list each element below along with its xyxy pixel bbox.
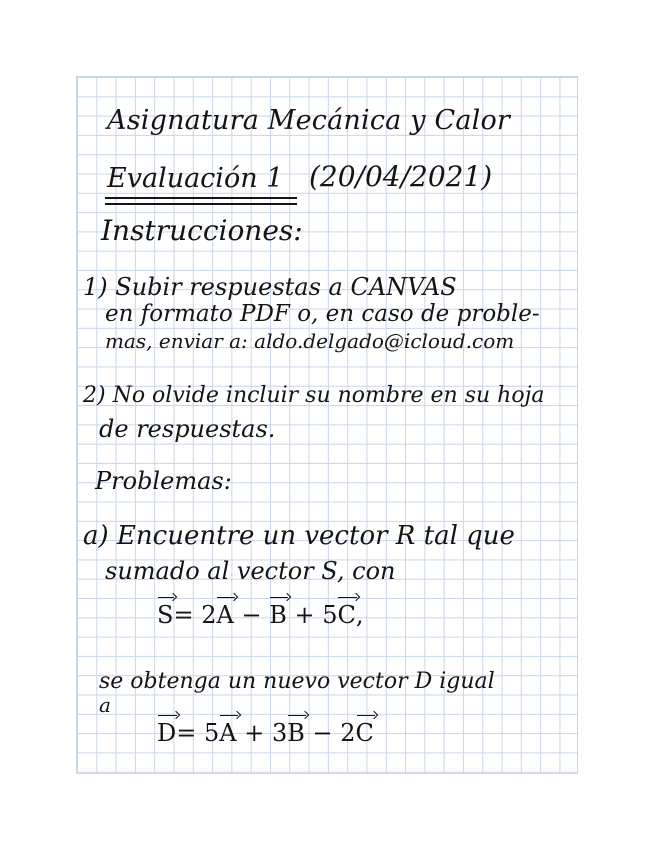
eq-d-term-2: + 3 [236, 719, 288, 747]
evaluation-underline-2 [105, 203, 297, 205]
eq-s-term-2: − [233, 601, 270, 629]
evaluation-underline [105, 197, 297, 199]
problem-a-line-3: se obtenga un nuevo vector D igual [99, 669, 495, 694]
vector-b: B [269, 601, 287, 629]
eq-s-term-6: , [355, 601, 364, 629]
course-title: Asignatura Mecánica y Calor [107, 105, 511, 136]
evaluation-label: Evaluación 1 [107, 163, 284, 194]
vector-d: D [157, 719, 177, 747]
eq-s-term-0: = 2 [173, 601, 217, 629]
eq-d-term-0: = 5 [176, 719, 220, 747]
evaluation-date: (20/04/2021) [309, 160, 493, 193]
vector-s: S [157, 601, 174, 629]
instruction-2-line-1: 2) No olvide incluir su nombre en su hoja [83, 383, 545, 408]
equation-s [157, 603, 363, 627]
grid-paper [76, 76, 578, 774]
instruction-2-line-2: de respuestas. [99, 415, 276, 443]
instruction-1-line-2: en formato PDF o, en caso de proble- [105, 301, 540, 327]
problem-a-line-1: a) Encuentre un vector R tal que [83, 521, 515, 551]
equation-d [157, 721, 374, 745]
vector-c-2: C [355, 719, 374, 747]
instructions-heading: Instrucciones: [101, 214, 303, 247]
vector-a: A [216, 601, 234, 629]
instruction-1-line-3: mas, enviar a: aldo.delgado@icloud.com [105, 329, 515, 353]
problems-heading: Problemas: [95, 467, 232, 495]
problem-a-line-4: a [99, 693, 111, 717]
eq-s-term-4: + 5 [286, 601, 338, 629]
instruction-1-line-1: 1) Subir respuestas a CANVAS [83, 273, 457, 301]
eq-d-term-4: − 2 [304, 719, 356, 747]
vector-b-2: B [287, 719, 305, 747]
vector-a-2: A [219, 719, 237, 747]
vector-c: C [337, 601, 356, 629]
problem-a-line-2: sumado al vector S, con [105, 557, 396, 585]
